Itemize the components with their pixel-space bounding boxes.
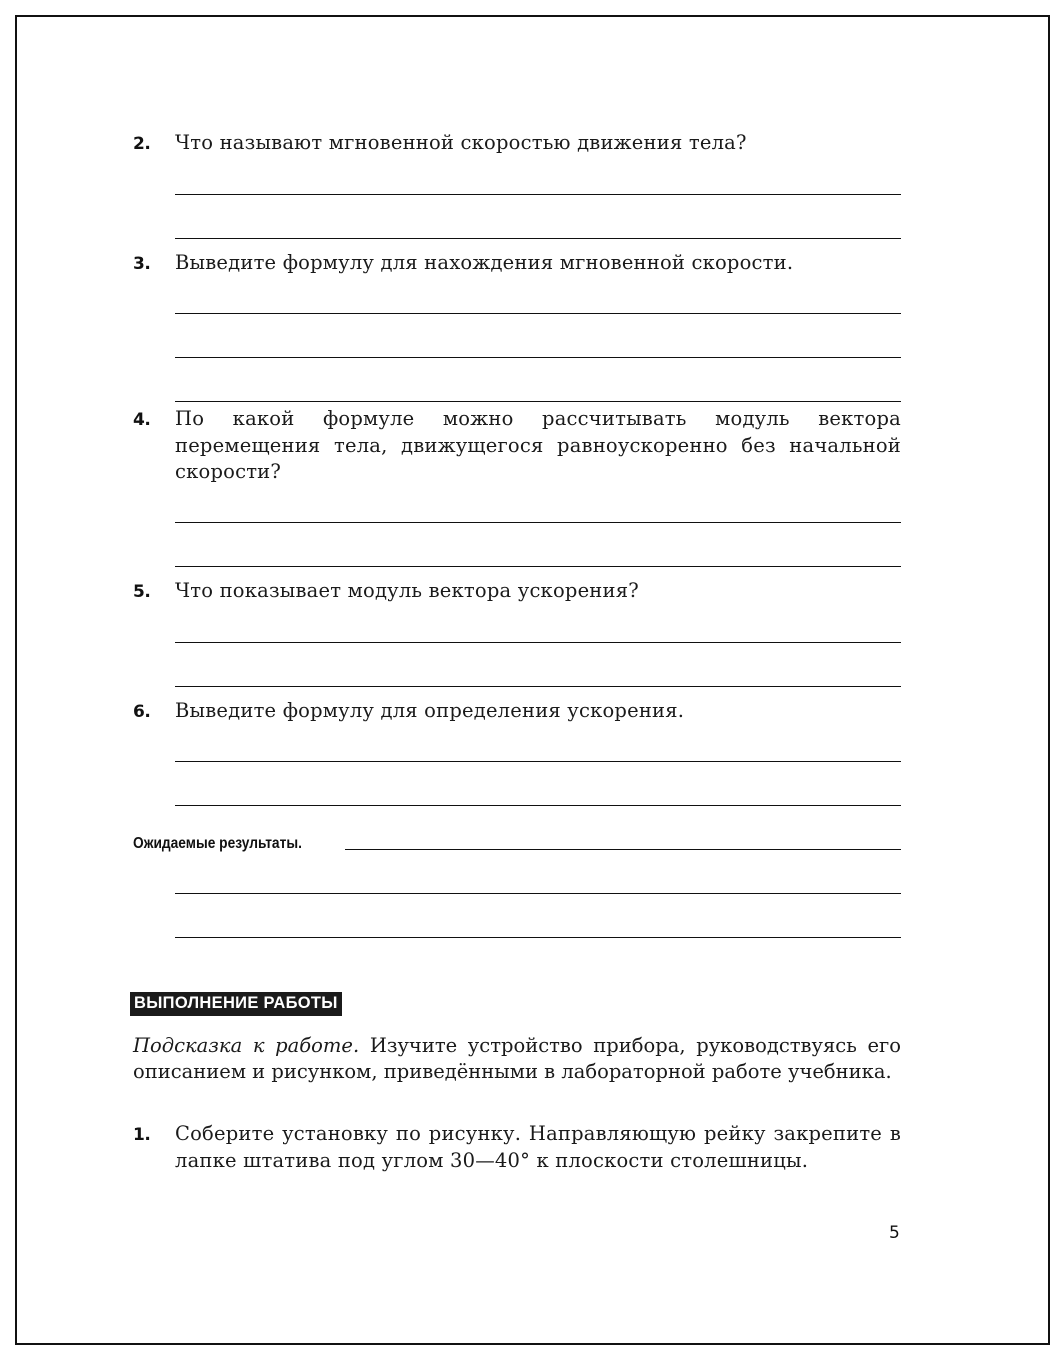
question-text: Выведите формулу для нахождения мгновенной скорости. xyxy=(175,251,794,274)
answer-line[interactable] xyxy=(175,566,901,567)
answer-line[interactable] xyxy=(175,401,901,402)
page-number: 5 xyxy=(889,1223,900,1243)
answer-line[interactable] xyxy=(175,357,901,358)
question-number: 2. xyxy=(133,134,151,154)
answer-line[interactable] xyxy=(175,194,901,195)
question-text: Что показывает модуль вектора ускорения? xyxy=(175,579,639,602)
question-text: Что называют мгновенной скоростью движения тела? xyxy=(175,131,747,154)
answer-line[interactable] xyxy=(175,893,901,894)
hint-text: Изучите устройство прибора, руководствуясь его описанием и рисунком, приведёнными в лабораторной работе учебника. xyxy=(133,1034,901,1083)
section-header: ВЫПОЛНЕНИЕ РАБОТЫ xyxy=(130,992,342,1016)
question-number: 6. xyxy=(133,702,151,722)
answer-line[interactable] xyxy=(175,937,901,938)
answer-line[interactable] xyxy=(175,686,901,687)
step-number: 1. xyxy=(133,1125,151,1145)
question-number: 5. xyxy=(133,582,151,602)
answer-line[interactable] xyxy=(175,313,901,314)
answer-line[interactable] xyxy=(175,805,901,806)
step-text: Соберите установку по рисунку. Направляющую рейку закрепите в лапке штатива под углом 30—40° к плоскости столешницы. xyxy=(175,1122,901,1172)
question-number: 4. xyxy=(133,410,151,430)
hint-label: Подсказка к работе. xyxy=(133,1034,360,1057)
answer-line[interactable] xyxy=(345,849,901,850)
question-number: 3. xyxy=(133,254,151,274)
question-text: По какой формуле можно рассчитывать модуль вектора перемещения тела, движущегося равноускоренно без начальной скорости? xyxy=(175,407,901,483)
question-text: Выведите формулу для определения ускорения. xyxy=(175,699,685,722)
hint-paragraph xyxy=(133,1033,901,1085)
answer-line[interactable] xyxy=(175,238,901,239)
expected-results-label: Ожидаемые результаты. xyxy=(133,835,302,852)
answer-line[interactable] xyxy=(175,761,901,762)
answer-line[interactable] xyxy=(175,522,901,523)
answer-line[interactable] xyxy=(175,642,901,643)
